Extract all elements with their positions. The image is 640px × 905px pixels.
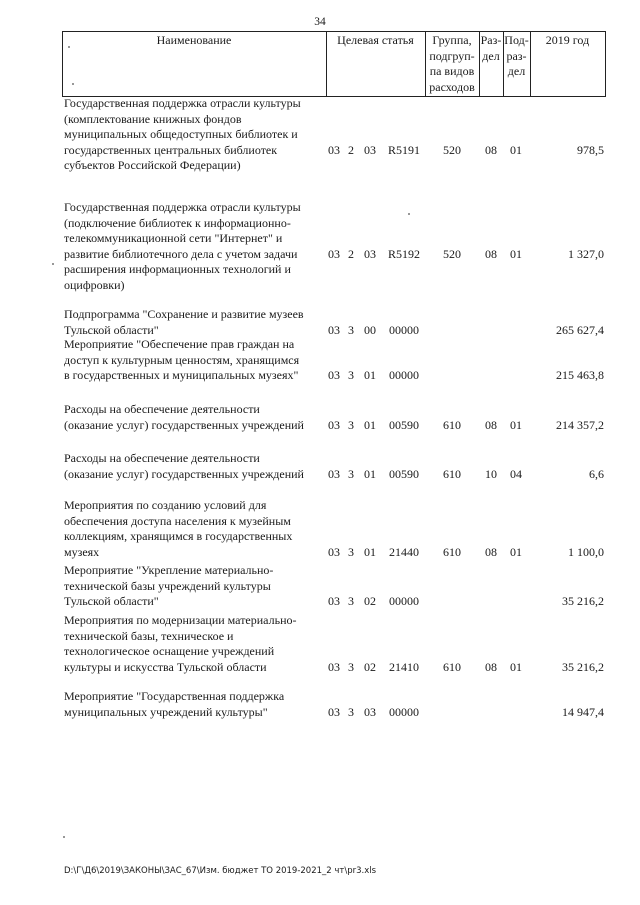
expense-group: 610 — [443, 466, 461, 481]
code-subprogram: 3 — [348, 544, 354, 559]
code-direction: 21440 — [389, 544, 419, 559]
header-subsection: Под- раз- дел — [504, 33, 529, 78]
amount-2019: 215 463,8 — [556, 368, 604, 383]
code-subprogram: 3 — [348, 659, 354, 674]
amount-2019: 214 357,2 — [556, 417, 604, 432]
code-event: 02 — [364, 594, 376, 609]
scan-speck — [63, 836, 65, 838]
code-direction: 00000 — [389, 704, 419, 719]
code-subprogram: 3 — [348, 322, 354, 337]
section: 08 — [485, 659, 497, 674]
expense-group: 610 — [443, 659, 461, 674]
code-direction: 00590 — [389, 417, 419, 432]
header-target-article: Целевая статья — [337, 33, 414, 47]
subsection: 01 — [510, 142, 522, 157]
header-section: Раз- дел — [480, 33, 502, 63]
subsection: 01 — [510, 246, 522, 261]
code-event: 02 — [364, 659, 376, 674]
code-subprogram: 3 — [348, 704, 354, 719]
subsection: 01 — [510, 659, 522, 674]
section: 08 — [485, 544, 497, 559]
code-direction: 00000 — [389, 322, 419, 337]
code-direction: 21410 — [389, 659, 419, 674]
code-program: 03 — [328, 417, 340, 432]
amount-2019: 35 216,2 — [562, 594, 604, 609]
row-name: Мероприятия по модернизации материально- технической базы, техническое и технологическое оснащение учреждений культуры и искусства Тульской области — [64, 613, 297, 674]
code-event: 00 — [364, 322, 376, 337]
code-direction: R5191 — [387, 142, 420, 157]
code-subprogram: 3 — [348, 466, 354, 481]
code-event: 03 — [364, 704, 376, 719]
code-event: 03 — [364, 142, 376, 157]
code-program: 03 — [328, 704, 340, 719]
subsection: 01 — [510, 544, 522, 559]
code-program: 03 — [328, 466, 340, 481]
code-direction: 00590 — [389, 466, 419, 481]
section: 08 — [485, 142, 497, 157]
subsection: 01 — [510, 417, 522, 432]
header-name: Наименование — [156, 33, 232, 47]
header-top-rule — [62, 31, 606, 32]
header-right-border — [605, 31, 606, 97]
expense-group: 520 — [443, 246, 461, 261]
expense-group: 610 — [443, 417, 461, 432]
page-number: 34 — [314, 16, 326, 28]
code-event: 01 — [364, 466, 376, 481]
code-direction: R5192 — [387, 246, 420, 261]
amount-2019: 6,6 — [589, 466, 604, 481]
code-subprogram: 2 — [348, 142, 354, 157]
code-program: 03 — [328, 659, 340, 674]
scan-speck — [52, 263, 54, 265]
header-expense-group: Группа, подгруп- па видов расходов — [429, 33, 475, 94]
code-program: 03 — [328, 544, 340, 559]
code-program: 03 — [328, 368, 340, 383]
header-year: 2019 год — [545, 33, 590, 47]
row-name: Мероприятие "Укрепление материально- технической базы учреждений культуры Тульской области" — [64, 563, 274, 609]
row-name: Мероприятия по созданию условий для обеспечения доступа населения к музейным коллекциям, хранящимся в государственных музеях — [64, 498, 293, 559]
section: 10 — [485, 466, 497, 481]
amount-2019: 35 216,2 — [562, 659, 604, 674]
section: 08 — [485, 246, 497, 261]
code-event: 01 — [364, 417, 376, 432]
code-direction: 00000 — [389, 594, 419, 609]
code-event: 01 — [364, 544, 376, 559]
row-name: Государственная поддержка отрасли культуры (подключение библиотек к информационно- телекоммуникационной сети "Интернет" и развитие библиотечного дела с учетом задачи расширения информационных технологий и оцифровки) — [64, 200, 301, 292]
code-subprogram: 3 — [348, 368, 354, 383]
code-subprogram: 3 — [348, 594, 354, 609]
code-event: 01 — [364, 368, 376, 383]
code-event: 03 — [364, 246, 376, 261]
amount-2019: 978,5 — [577, 142, 604, 157]
code-program: 03 — [328, 594, 340, 609]
scan-speck — [68, 46, 70, 48]
scan-speck — [408, 213, 410, 215]
row-name: Расходы на обеспечение деятельности (оказание услуг) государственных учреждений — [64, 402, 304, 432]
amount-2019: 1 327,0 — [568, 246, 604, 261]
code-program: 03 — [328, 322, 340, 337]
row-name: Мероприятие "Обеспечение прав граждан на доступ к культурным ценностям, хранящимся в государственных и муниципальных музеях" — [64, 337, 300, 383]
row-name: Подпрограмма "Сохранение и развитие музеев Тульской области" — [64, 307, 304, 337]
amount-2019: 1 100,0 — [568, 544, 604, 559]
scan-speck — [72, 83, 74, 85]
code-subprogram: 2 — [348, 246, 354, 261]
code-program: 03 — [328, 246, 340, 261]
subsection: 04 — [510, 466, 522, 481]
code-direction: 00000 — [389, 368, 419, 383]
row-name: Мероприятие "Государственная поддержка муниципальных учреждений культуры" — [64, 689, 285, 719]
amount-2019: 14 947,4 — [562, 704, 604, 719]
section: 08 — [485, 417, 497, 432]
code-program: 03 — [328, 142, 340, 157]
amount-2019: 265 627,4 — [556, 322, 604, 337]
expense-group: 610 — [443, 544, 461, 559]
expense-group: 520 — [443, 142, 461, 157]
row-name: Расходы на обеспечение деятельности (оказание услуг) государственных учреждений — [64, 451, 304, 481]
footer-file-path: D:\Г\Д6\2019\ЗАКОНЫ\ЗАС_67\Изм. бюджет ТО 2019-2021_2 чт\pr3.xls — [64, 866, 377, 876]
code-subprogram: 3 — [348, 417, 354, 432]
row-name: Государственная поддержка отрасли культуры (комплектование книжных фондов муниципальных общедоступных библиотек и государственных центральных библиотек субъектов Российской Федерации) — [64, 96, 301, 173]
